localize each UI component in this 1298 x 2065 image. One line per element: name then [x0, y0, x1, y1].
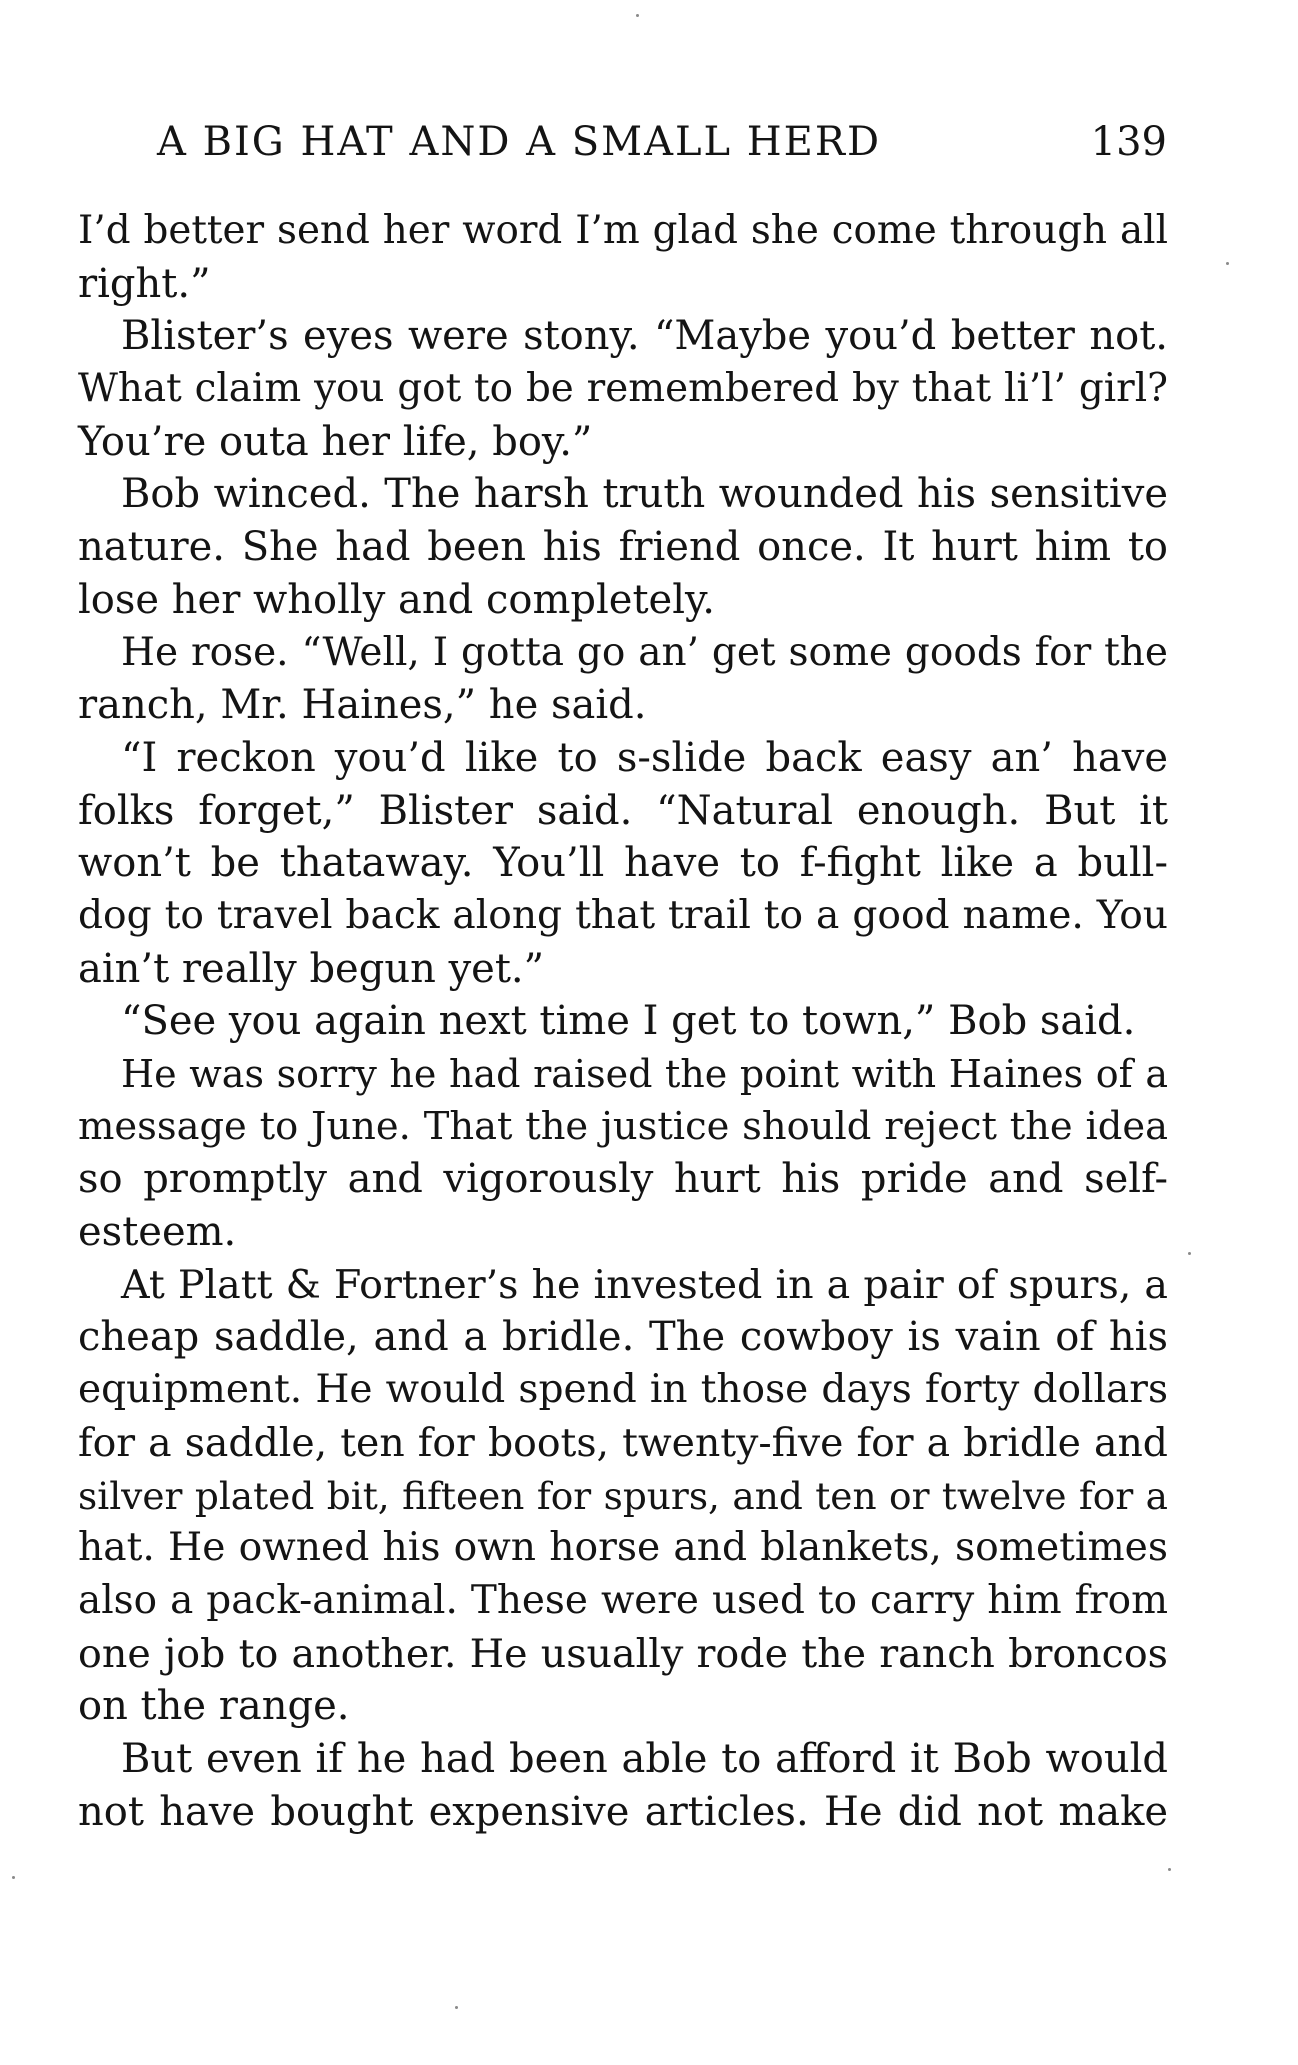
text-line: lose her wholly and completely. — [78, 576, 715, 623]
text-line: so promptly and vigorously hurt his pride and self- — [78, 1156, 1168, 1203]
running-head — [157, 112, 1167, 172]
paper-speck — [455, 2006, 458, 2009]
text-line: for a saddle, ten for boots, twenty-five for a bridle and — [78, 1419, 1168, 1466]
paper-speck — [1226, 262, 1229, 265]
paper-speck — [1188, 1252, 1191, 1255]
chapter-title: A BIG HAT AND A SMALL HERD — [157, 119, 882, 165]
text-line: ranch, Mr. Haines,” he said. — [78, 682, 647, 729]
text-line: on the range. — [78, 1683, 350, 1730]
text-line: right.” — [78, 260, 211, 307]
body-text — [78, 205, 1168, 1838]
text-line: silver plated bit, fifteen for spurs, and ten or twelve for a — [78, 1473, 1168, 1518]
text-line: folks forget,” Blister said. “Natural enough. But it — [78, 787, 1168, 834]
text-line: hat. He owned his own horse and blankets, sometimes — [78, 1525, 1168, 1571]
text-line: ain’t really begun yet.” — [78, 945, 545, 992]
text-line: message to June. That the justice should reject the idea — [78, 1103, 1168, 1149]
text-line: You’re outa her life, boy.” — [78, 418, 593, 465]
text-line: At Platt & Fortner’s he invested in a pair of spurs, a — [121, 1261, 1168, 1308]
text-line: equipment. He would spend in those days forty dollars — [78, 1367, 1168, 1413]
text-line: won’t be thataway. You’ll have to f-fight like a bull- — [78, 840, 1168, 887]
text-line: He was sorry he had raised the point with Haines of a — [121, 1052, 1168, 1096]
paper-speck — [12, 1876, 15, 1879]
text-line: What claim you got to be remembered by that li’l’ girl? — [78, 366, 1168, 412]
paper-speck — [1168, 1868, 1171, 1871]
text-line: Blister’s eyes were stony. “Maybe you’d better not. — [121, 313, 1168, 360]
text-line: Bob winced. The harsh truth wounded his sensitive — [121, 471, 1168, 518]
text-line: not have bought expensive articles. He did not make — [78, 1788, 1168, 1835]
text-line: esteem. — [78, 1209, 237, 1256]
text-line: I’d better send her word I’m glad she come through all — [78, 208, 1168, 253]
text-line: cheap saddle, and a bridle. The cowboy is vain of his — [78, 1314, 1168, 1361]
text-line: He rose. “Well, I gotta go an’ get some goods for the — [121, 629, 1168, 675]
page-number: 139 — [1090, 119, 1167, 165]
paper-speck — [636, 14, 639, 17]
text-line: But even if he had been able to afford it Bob would — [121, 1735, 1168, 1782]
text-line: one job to another. He usually rode the ranch broncos — [78, 1630, 1168, 1677]
text-line: nature. She had been his friend once. It hurt him to — [78, 524, 1168, 571]
text-line: dog to travel back along that trail to a good name. You — [78, 892, 1168, 938]
text-line: “See you again next time I get to town,” Bob said. — [121, 998, 1136, 1045]
text-line: “I reckon you’d like to s-slide back easy an’ have — [121, 734, 1168, 781]
text-line: also a pack-animal. These were used to carry him from — [78, 1577, 1168, 1623]
